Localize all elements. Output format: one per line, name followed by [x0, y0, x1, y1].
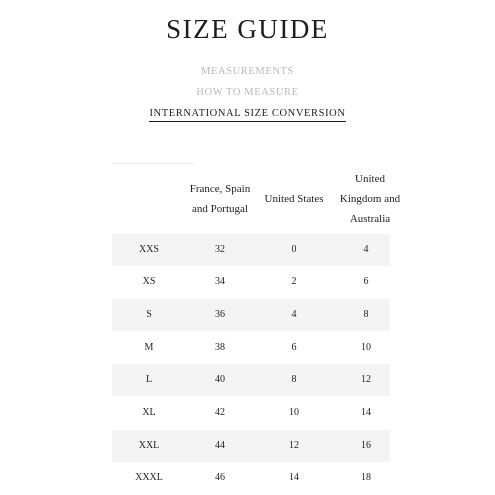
table-row — [112, 332, 390, 364]
uk-size: 12 — [361, 374, 371, 385]
header-france-spain-portugal — [182, 166, 258, 232]
uk-size: 16 — [361, 440, 371, 451]
tab-international-size-conversion-label: INTERNATIONAL SIZE CONVERSION — [149, 108, 345, 122]
size-conversion-table — [112, 166, 401, 495]
us-size: 6 — [291, 342, 297, 353]
header-france-line2: and Portugal — [192, 203, 248, 215]
fr-size: 34 — [215, 276, 225, 287]
fr-size: 40 — [215, 374, 225, 385]
header-uk-line1: United — [355, 173, 385, 185]
us-size: 0 — [291, 244, 297, 255]
size-label: L — [145, 374, 153, 385]
table-row — [112, 234, 390, 266]
fr-size: 36 — [215, 309, 225, 320]
us-size: 14 — [289, 472, 299, 483]
uk-size: 6 — [363, 276, 369, 287]
header-us-label: United States — [264, 193, 324, 205]
fr-size: 42 — [215, 407, 225, 418]
table-row — [112, 462, 390, 494]
us-size: 8 — [291, 374, 297, 385]
header-uk-australia — [330, 166, 410, 232]
fr-size: 44 — [215, 440, 225, 451]
size-label: XXS — [138, 244, 159, 255]
header-uk-line2: Kingdom and — [339, 193, 401, 205]
tab-measurements[interactable] — [0, 66, 495, 77]
table-row — [112, 266, 390, 298]
table-row — [112, 430, 390, 462]
us-size: 2 — [291, 276, 297, 287]
table-row — [112, 364, 390, 396]
us-size: 10 — [289, 407, 299, 418]
us-size: 12 — [289, 440, 299, 451]
uk-size: 4 — [363, 244, 369, 255]
tab-how-to-measure-label: HOW TO MEASURE — [196, 87, 299, 98]
tab-international-size-conversion[interactable] — [0, 108, 495, 119]
table-header — [112, 166, 401, 232]
uk-size: 8 — [363, 309, 369, 320]
size-label: XL — [142, 407, 156, 418]
fr-size: 38 — [215, 342, 225, 353]
table-row — [112, 299, 390, 331]
tab-measurements-label: MEASUREMENTS — [201, 66, 294, 77]
size-label: XS — [142, 276, 156, 287]
header-united-states — [258, 166, 330, 232]
uk-size: 14 — [361, 407, 371, 418]
header-france-line1: France, Spain — [189, 183, 251, 195]
uk-size: 10 — [361, 342, 371, 353]
fr-size: 32 — [215, 244, 225, 255]
divider — [112, 163, 194, 164]
size-label: M — [144, 342, 154, 353]
table-row — [112, 397, 390, 429]
fr-size: 46 — [215, 472, 225, 483]
size-label: XXL — [138, 440, 160, 451]
header-uk-line3: Australia — [349, 213, 391, 225]
tab-how-to-measure[interactable] — [0, 87, 495, 98]
page-title: SIZE GUIDE — [166, 14, 329, 44]
uk-size: 18 — [361, 472, 371, 483]
size-label: XXXL — [135, 472, 163, 483]
us-size: 4 — [291, 309, 297, 320]
size-label: S — [146, 309, 152, 320]
